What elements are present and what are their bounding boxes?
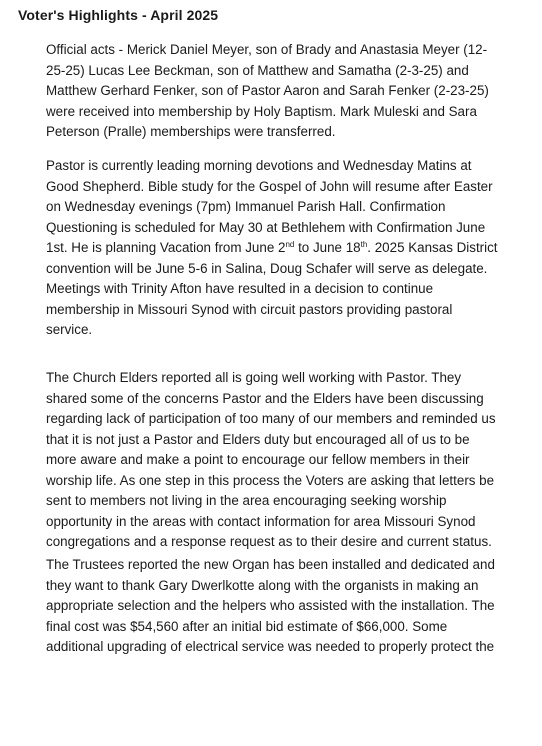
text-line: service. [46, 322, 93, 337]
ordinal-suffix: th [360, 240, 368, 249]
text-line: Good Shepherd. Bible study for the Gospel of John will resume after Easter [46, 178, 493, 194]
paragraph-church-elders [46, 368, 538, 553]
text-line-vacation [46, 238, 538, 259]
text-line: congregations and a response request as to their desire and current status. [46, 534, 492, 549]
text-line: Pastor is currently leading morning devotions and Wednesday Matins at [46, 158, 472, 173]
text-line: sent to members not living in the area encouraging seeking worship [46, 493, 447, 508]
text-line: convention will be June 5-6 in Salina, Doug Schafer will serve as delegate. [46, 260, 488, 276]
text-segment: to June 18 [294, 240, 361, 255]
text-line: worship life. As one step in this process the Voters are asking that letters be [46, 472, 495, 488]
text-line: Questioning is scheduled for May 30 at Bethlehem with Confirmation June [46, 219, 486, 235]
paragraph-trustees [46, 555, 538, 658]
text-line: Official acts - Merick Daniel Meyer, son of Brady and Anastasia Meyer (12- [46, 42, 488, 57]
text-line: 25-25) Lucas Lee Beckman, son of Matthew and Samatha (2-3-25) and [46, 62, 469, 78]
text-line: appropriate selection and the helpers who assisted with the installation. The [46, 598, 495, 613]
text-line: regarding lack of participation of too many of our members and reminded us [46, 411, 496, 426]
paragraph-official-acts [46, 40, 538, 143]
text-line: opportunity in the areas with contact information for area Missouri Synod [46, 513, 476, 529]
text-line: were received into membership by Holy Baptism. Mark Muleski and Sara [46, 103, 477, 119]
text-line: Matthew Gerhard Fenker, son of Pastor Aaron and Sarah Fenker (2-23-25) [46, 83, 489, 98]
text-line: shared some of the concerns Pastor and the Elders have been discussing [46, 390, 484, 406]
text-segment: . 2025 Kansas District [367, 240, 498, 255]
text-line: The Trustees reported the new Organ has been installed and dedicated and [46, 557, 495, 572]
ordinal-suffix: nd [285, 240, 295, 249]
text-line: membership in Missouri Synod with circuit pastors providing pastoral [46, 301, 453, 317]
document-title: Voter's Highlights - April 2025 [18, 7, 219, 23]
text-line: more aware and make a point to encourage our fellow members in their [46, 452, 470, 467]
text-line: The Church Elders reported all is going well working with Pastor. They [46, 370, 462, 385]
text-line: Meetings with Trinity Afton have resulted in a decision to continue [46, 281, 434, 296]
text-segment: 1st. He is planning Vacation from June 2 [46, 240, 286, 255]
text-line: Peterson (Pralle) memberships were transferred. [46, 124, 336, 139]
text-line: they want to thank Gary Dwerlkotte along with the organists in making an [46, 577, 479, 593]
text-line: final cost was $54,560 after an initial bid estimate of $66,000. Some [46, 618, 448, 634]
text-line: that it is not just a Pastor and Elders duty but encouraged all of us to be [46, 431, 470, 447]
text-line: additional upgrading of electrical service was needed to properly protect the [46, 639, 495, 654]
paragraph-pastor [46, 156, 538, 341]
text-line: on Wednesday evenings (7pm) Immanuel Parish Hall. Confirmation [46, 199, 446, 214]
